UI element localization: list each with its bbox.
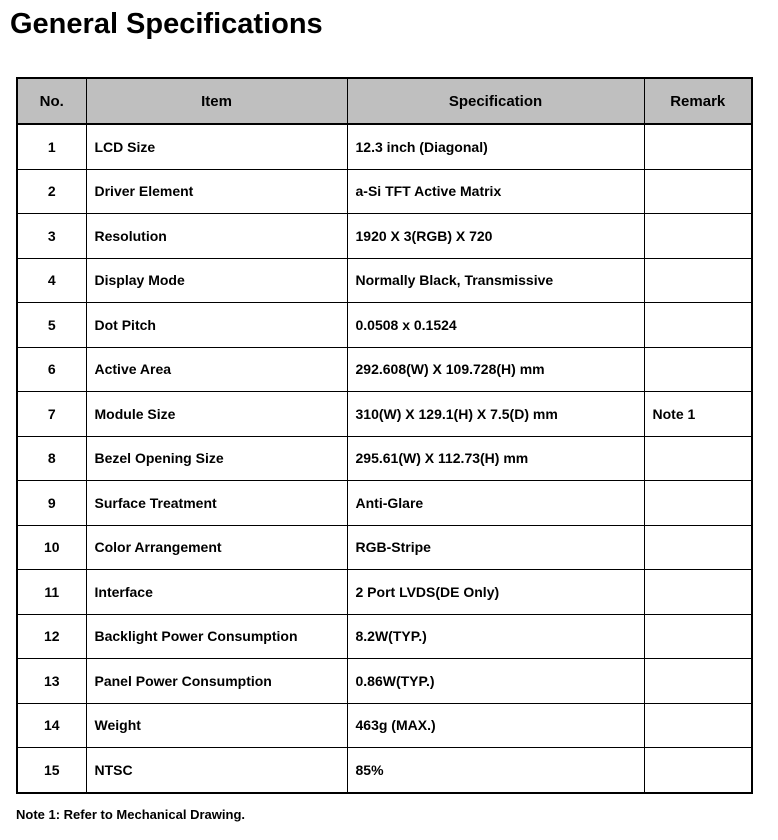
cell-specification: 85% [347,748,644,793]
cell-no: 3 [17,214,86,259]
cell-remark [644,481,752,526]
cell-item: Dot Pitch [86,303,347,348]
cell-no: 10 [17,525,86,570]
cell-no: 15 [17,748,86,793]
table-header-row [17,78,752,124]
cell-specification: 295.61(W) X 112.73(H) mm [347,436,644,481]
cell-specification: 2 Port LVDS(DE Only) [347,570,644,615]
cell-no: 2 [17,169,86,214]
table-row [17,703,752,748]
cell-remark [644,169,752,214]
cell-remark [644,748,752,793]
specifications-table [16,77,753,794]
cell-no: 6 [17,347,86,392]
table-row [17,258,752,303]
cell-specification: a-Si TFT Active Matrix [347,169,644,214]
cell-remark [644,303,752,348]
cell-remark [644,525,752,570]
cell-specification: 8.2W(TYP.) [347,614,644,659]
cell-remark [644,124,752,169]
cell-no: 1 [17,124,86,169]
table-row [17,614,752,659]
table-row [17,481,752,526]
cell-specification: 12.3 inch (Diagonal) [347,124,644,169]
header-no: No. [17,78,86,124]
cell-specification: 310(W) X 129.1(H) X 7.5(D) mm [347,392,644,437]
cell-item: Backlight Power Consumption [86,614,347,659]
page-title: General Specifications [10,8,323,40]
cell-no: 13 [17,659,86,704]
cell-item: NTSC [86,748,347,793]
cell-remark [644,436,752,481]
footnote: Note 1: Refer to Mechanical Drawing. [16,807,245,822]
cell-no: 9 [17,481,86,526]
cell-no: 11 [17,570,86,615]
table-row [17,214,752,259]
header-specification: Specification [347,78,644,124]
cell-specification: 0.0508 x 0.1524 [347,303,644,348]
cell-remark [644,703,752,748]
cell-item: Module Size [86,392,347,437]
table-row [17,525,752,570]
cell-remark [644,258,752,303]
cell-item: Panel Power Consumption [86,659,347,704]
cell-no: 5 [17,303,86,348]
cell-item: Interface [86,570,347,615]
table-row [17,659,752,704]
cell-no: 7 [17,392,86,437]
cell-specification: 292.608(W) X 109.728(H) mm [347,347,644,392]
table-row [17,392,752,437]
table-body [17,124,752,793]
cell-no: 4 [17,258,86,303]
cell-item: LCD Size [86,124,347,169]
header-item: Item [86,78,347,124]
cell-specification: RGB-Stripe [347,525,644,570]
cell-item: Weight [86,703,347,748]
cell-item: Resolution [86,214,347,259]
cell-remark [644,570,752,615]
cell-specification: 463g (MAX.) [347,703,644,748]
cell-specification: Normally Black, Transmissive [347,258,644,303]
cell-specification: Anti-Glare [347,481,644,526]
cell-remark [644,659,752,704]
cell-no: 8 [17,436,86,481]
cell-item: Display Mode [86,258,347,303]
cell-item: Active Area [86,347,347,392]
cell-remark [644,347,752,392]
cell-item: Surface Treatment [86,481,347,526]
table-row [17,347,752,392]
cell-no: 12 [17,614,86,659]
table-row [17,570,752,615]
cell-remark [644,614,752,659]
header-remark: Remark [644,78,752,124]
table-row [17,436,752,481]
cell-specification: 1920 X 3(RGB) X 720 [347,214,644,259]
table-row [17,303,752,348]
cell-item: Color Arrangement [86,525,347,570]
cell-remark [644,214,752,259]
table-row [17,169,752,214]
cell-remark: Note 1 [644,392,752,437]
cell-no: 14 [17,703,86,748]
cell-specification: 0.86W(TYP.) [347,659,644,704]
table-row [17,124,752,169]
cell-item: Driver Element [86,169,347,214]
table-row [17,748,752,793]
cell-item: Bezel Opening Size [86,436,347,481]
